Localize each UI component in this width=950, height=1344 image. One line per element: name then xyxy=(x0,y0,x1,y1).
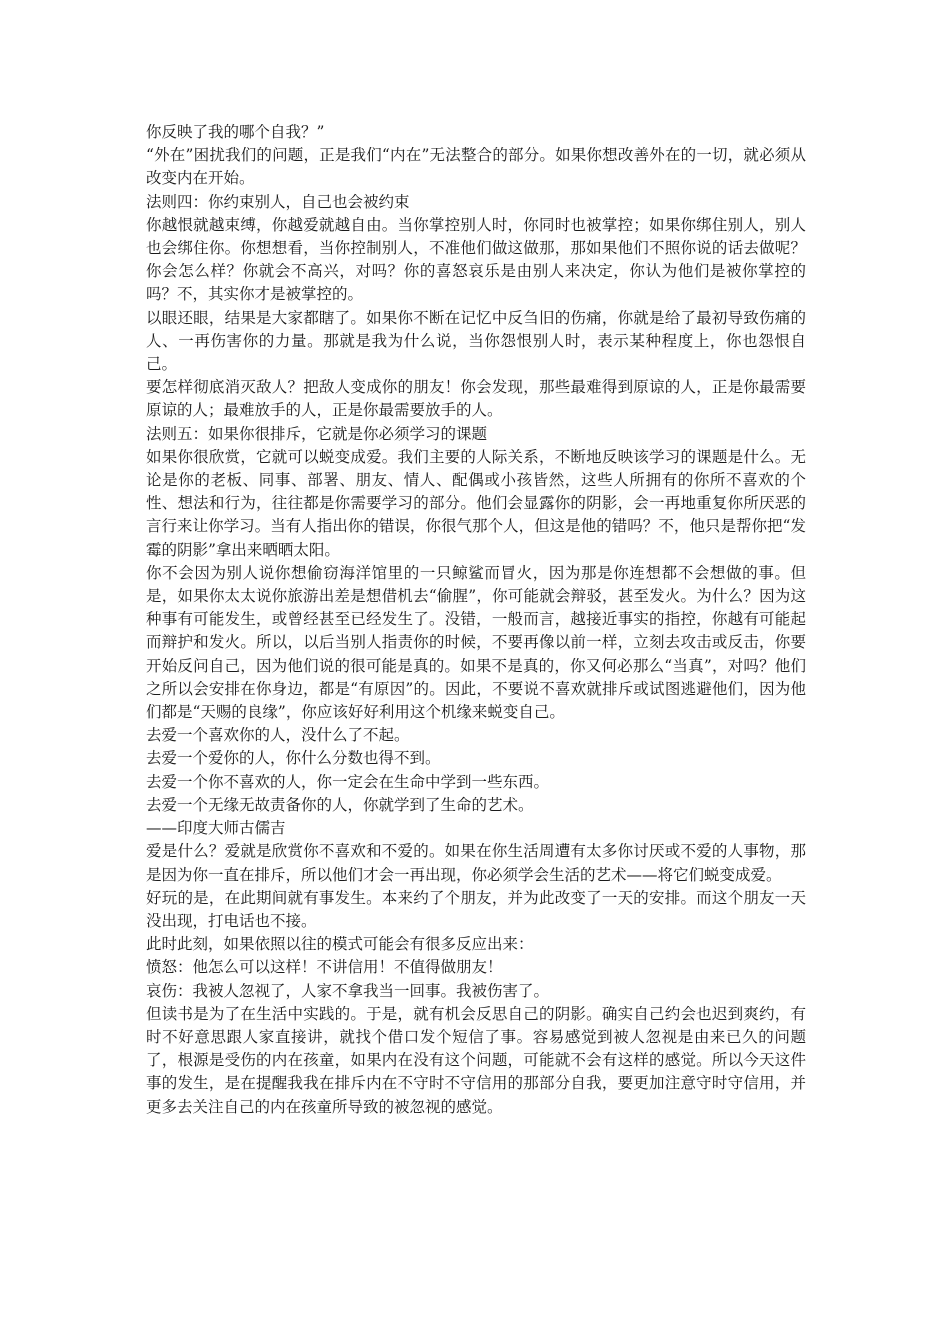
quote-line: 去爱一个爱你的人，你什么分数也得不到。 xyxy=(146,749,441,768)
paragraph: 要怎样彻底消灭敌人？把敌人变成你的朋友！你会发现，那些最难得到原谅的人，正是你最需要原谅的人；最难放手的人，正是你最需要放手的人。 xyxy=(146,378,806,420)
paragraph: 此时此刻，如果依照以往的模式可能会有很多反应出来： xyxy=(146,935,534,954)
paragraph: 但读书是为了在生活中实践的。于是，就有机会反思自己的阴影。确实自己约会也迟到爽约，有时不好意思跟人家直接讲，就找个借口发个短信了事。容易感觉到被人忽视是由来已久的问题了，根源是受伤的内在孩童，如果内在没有这个问题，可能就不会有这样的感觉。所以今天这件事的发生，是在提醒我我在排斥内在不守时不守信用的那部分自我，要更加注意守时守信用，并更多去关注自己的内在孩童所导致的被忽视的感觉。 xyxy=(146,1004,806,1116)
paragraph: 你不会因为别人说你想偷窃海洋馆里的一只鲸鲨而冒火，因为那是你连想都不会想做的事。但是，如果你太太说你旅游出差是想借机去“偷腥”，你可能就会辩驳，甚至发火。为什么？因为这种事有可能发生，或曾经甚至已经发生了。没错，一般而言，越接近事实的指控，你越有可能起而辩护和发火。所以，以后当别人指责你的时候，不要再像以前一样，立刻去攻击或反击，你要开始反问自己，因为他们说的很可能是真的。如果不是真的，你又何必那么“当真”，对吗？他们之所以会安排在你身边，都是“有原因”的。因此，不要说不喜欢就排斥或试图逃避他们，因为他们都是“天赐的良缘”，你应该好好利用这个机缘来蜕变自己。 xyxy=(146,563,806,722)
paragraph: 你越恨就越束缚，你越爱就越自由。当你掌控别人时，你同时也被掌控；如果你绑住别人，别人也会绑住你。你想想看，当你控制别人，不准他们做这做那，那如果他们不照你说的话去做呢？你会怎么样？你就会不高兴，对吗？你的喜怒哀乐是由别人来决定，你认为他们是被你掌控的吗？不，其实你才是被掌控的。 xyxy=(146,215,806,304)
quote-line: 去爱一个喜欢你的人，没什么了不起。 xyxy=(146,726,410,745)
paragraph: 你反映了我的哪个自我？” xyxy=(146,123,325,141)
paragraph: 哀伤：我被人忽视了，人家不拿我当一回事。我被伤害了。 xyxy=(146,981,550,1000)
paragraph: “外在”困扰我们的问题，正是我们“内在”无法整合的部分。如果你想改善外在的一切，就必须从改变内在开始。 xyxy=(146,146,806,188)
paragraph: 好玩的是，在此期间就有事发生。本来约了个朋友，并为此改变了一天的安排。而这个朋友一天没出现，打电话也不接。 xyxy=(146,888,806,930)
section-heading: 法则五：如果你很排斥，它就是你必须学习的课题 xyxy=(146,424,488,443)
body-text xyxy=(146,121,806,1119)
quote-line: 去爱一个你不喜欢的人，你一定会在生命中学到一些东西。 xyxy=(146,772,550,791)
paragraph: 愤怒：他怎么可以这样！不讲信用！不值得做朋友！ xyxy=(146,958,503,977)
paragraph: 如果你很欣赏，它就可以蜕变成爱。我们主要的人际关系，不断地反映该学习的课题是什么。无论是你的老板、同事、部署、朋友、情人、配偶或小孩皆然，这些人所拥有的你所不喜欢的个性、想法和行为，往往都是你需要学习的部分。他们会显露你的阴影，会一再地重复你所厌恶的言行来让你学习。当有人指出你的错误，你很气那个人，但这是他的错吗？不，他只是帮你把“发霉的阴影”拿出来晒晒太阳。 xyxy=(146,447,806,559)
paragraph: 爱是什么？爱就是欣赏你不喜欢和不爱的。如果在你生活周遭有太多你讨厌或不爱的人事物，那是因为你一直在排斥，所以他们才会一再出现，你必须学会生活的艺术——将它们蜕变成爱。 xyxy=(146,842,806,884)
paragraph: 以眼还眼，结果是大家都瞎了。如果你不断在记忆中反刍旧的伤痛，你就是给了最初导致伤痛的人、一再伤害你的力量。那就是我为什么说，当你怨恨别人时，表示某种程度上，你也怨恨自己。 xyxy=(146,308,806,374)
section-heading: 法则四：你约束别人，自己也会被约束 xyxy=(146,192,410,211)
quote-line: 去爱一个无缘无故责备你的人，你就学到了生命的艺术。 xyxy=(146,795,534,814)
quote-attribution: ——印度大师古儒吉 xyxy=(146,819,286,838)
